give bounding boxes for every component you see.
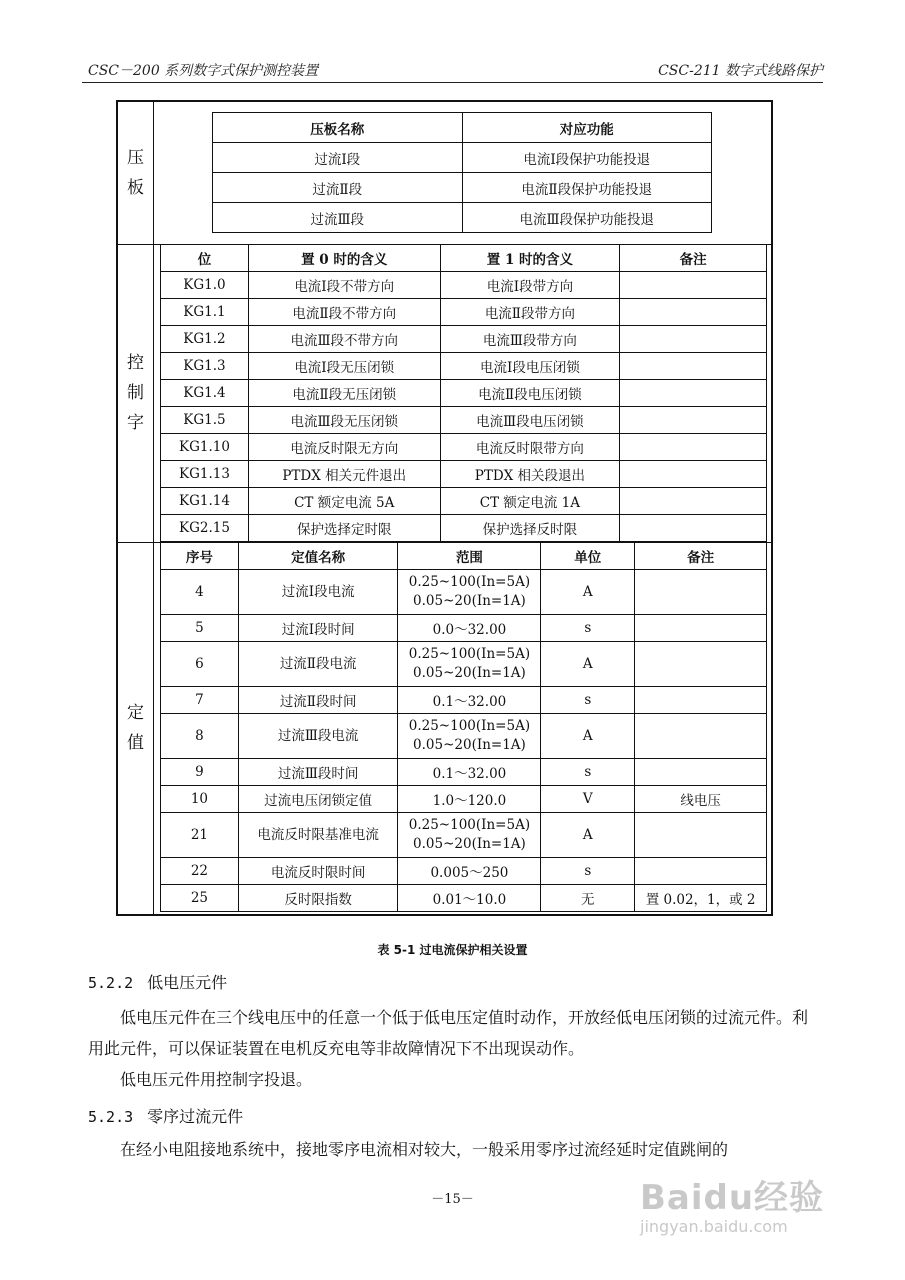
table-cell: 过流电压闭锁定值 — [238, 786, 398, 813]
table-cell: 电流Ⅱ段无压闭锁 — [248, 380, 440, 407]
section-label-dingzhi — [118, 542, 154, 914]
table-row — [161, 858, 767, 885]
table-cell — [620, 299, 767, 326]
table-cell: 电流Ⅰ段带方向 — [440, 272, 620, 299]
table-cell: 电流Ⅱ段带方向 — [440, 299, 620, 326]
table-cell: 电流Ⅰ段保护功能投退 — [462, 143, 712, 173]
section-char: 字 — [127, 413, 144, 433]
table-cell: V — [541, 786, 635, 813]
table-header: 范围 — [398, 543, 541, 570]
table-cell: KG1.4 — [161, 380, 249, 407]
table-cell: PTDX 相关段退出 — [440, 461, 620, 488]
table-cell: 过流Ⅰ段电流 — [238, 570, 398, 615]
section-char: 制 — [127, 383, 144, 403]
control-word-table — [160, 244, 767, 542]
table-cell: KG1.13 — [161, 461, 249, 488]
table-header: 置 0 时的含义 — [248, 245, 440, 272]
table-header: 位 — [161, 245, 249, 272]
table-cell: 过流Ⅱ段时间 — [238, 687, 398, 714]
table-cell — [635, 759, 767, 786]
table-cell: KG1.5 — [161, 407, 249, 434]
table-header: 置 1 时的含义 — [440, 245, 620, 272]
table-cell: 0.1～32.00 — [398, 687, 541, 714]
range-cell — [398, 642, 541, 687]
table-cell: 过流Ⅰ段时间 — [238, 615, 398, 642]
table-row — [161, 407, 767, 434]
table-header: 备注 — [635, 543, 767, 570]
table-cell: KG1.10 — [161, 434, 249, 461]
table-cell: KG1.14 — [161, 488, 249, 515]
range-line: 0.25~100(In=5A) — [408, 646, 531, 662]
table-cell: 电流反时限时间 — [238, 858, 398, 885]
table-cell: 电流Ⅱ段电压闭锁 — [440, 380, 620, 407]
table-header: 压板名称 — [213, 113, 463, 143]
range-line: 0.05~20(In=1A) — [413, 593, 526, 609]
table-row — [161, 885, 767, 912]
setting-value-table — [160, 542, 767, 912]
table-header: 对应功能 — [462, 113, 712, 143]
table-cell — [635, 858, 767, 885]
table-cell: 保护选择反时限 — [440, 515, 620, 542]
table-row — [161, 687, 767, 714]
table-row — [161, 434, 767, 461]
table-cell — [620, 326, 767, 353]
table-cell: s — [541, 759, 635, 786]
section-number: 5.2.3 — [88, 1108, 134, 1126]
range-line: 0.05~20(In=1A) — [413, 737, 526, 753]
table-header: 备注 — [620, 245, 767, 272]
section-char: 压 — [127, 148, 144, 168]
table-header: 定值名称 — [238, 543, 398, 570]
table-cell: 电流Ⅲ段无压闭锁 — [248, 407, 440, 434]
table-cell: CT 额定电流 1A — [440, 488, 620, 515]
table-cell: 0.0～32.00 — [398, 615, 541, 642]
table-cell — [635, 642, 767, 687]
table-cell — [635, 813, 767, 858]
range-line: 0.25~100(In=5A) — [408, 718, 531, 734]
table-row — [161, 615, 767, 642]
table-cell: 过流Ⅲ段 — [213, 203, 463, 233]
table-row — [161, 299, 767, 326]
paragraph: 在经小电阻接地系统中，接地零序电流相对较大，一般采用零序过流经延时定值跳闸的 — [120, 1140, 729, 1159]
header-left: CSC－200 系列数字式保护测控装置 — [88, 63, 319, 79]
section-char: 控 — [127, 353, 144, 373]
table-cell — [635, 570, 767, 615]
table-cell: 过流Ⅰ段 — [213, 143, 463, 173]
table-cell: 电流Ⅲ段保护功能投退 — [462, 203, 712, 233]
table-cell: CT 额定电流 5A — [248, 488, 440, 515]
table-cell: 过流Ⅲ段电流 — [238, 714, 398, 759]
table-cell — [620, 461, 767, 488]
table-row — [161, 759, 767, 786]
paragraph: 低电压元件在三个线电压中的任意一个低于低电压定值时动作，开放经低电压闭锁的过流元件。利用此元件，可以保证装置在电机反充电等非故障情况下不出现误动作。 — [88, 1008, 809, 1058]
table-row — [213, 143, 712, 173]
table-cell: 线电压 — [635, 786, 767, 813]
table-cell: 电流Ⅲ段带方向 — [440, 326, 620, 353]
table-row — [213, 173, 712, 203]
section-title: 低电压元件 — [147, 973, 228, 992]
section-number: 5.2.2 — [88, 974, 134, 992]
section-char: 值 — [127, 733, 144, 753]
section-char: 板 — [127, 178, 144, 198]
table-cell: 22 — [161, 858, 239, 885]
table-cell: 电流Ⅰ段电压闭锁 — [440, 353, 620, 380]
watermark-logo: Baidu经验 — [640, 1178, 825, 1218]
header-divider — [82, 82, 823, 83]
table-row — [161, 326, 767, 353]
table-cell: 9 — [161, 759, 239, 786]
table-cell: s — [541, 858, 635, 885]
page-number: －15－ — [431, 1192, 474, 1207]
table-cell: 过流Ⅲ段时间 — [238, 759, 398, 786]
table-caption: 表 5-1 过电流保护相关设置 — [377, 943, 528, 957]
table-cell — [620, 380, 767, 407]
table-cell: A — [541, 642, 635, 687]
table-cell: 7 — [161, 687, 239, 714]
table-cell: 25 — [161, 885, 239, 912]
table-row — [161, 380, 767, 407]
range-cell — [398, 570, 541, 615]
table-cell — [620, 407, 767, 434]
header-right: CSC-211 数字式线路保护 — [658, 63, 823, 79]
table-row — [161, 488, 767, 515]
table-cell: 1.0～120.0 — [398, 786, 541, 813]
table-cell: KG1.2 — [161, 326, 249, 353]
table-cell — [635, 687, 767, 714]
table-cell: KG1.1 — [161, 299, 249, 326]
table-cell: 10 — [161, 786, 239, 813]
table-cell: 反时限指数 — [238, 885, 398, 912]
table-cell: KG1.3 — [161, 353, 249, 380]
table-row — [161, 642, 767, 687]
section-label-kongzhizi — [118, 244, 154, 542]
table-header: 序号 — [161, 543, 239, 570]
table-cell: KG2.15 — [161, 515, 249, 542]
table-row — [161, 570, 767, 615]
table-cell: 电流Ⅰ段不带方向 — [248, 272, 440, 299]
table-cell: PTDX 相关元件退出 — [248, 461, 440, 488]
table-cell: 电流Ⅲ段不带方向 — [248, 326, 440, 353]
table-row — [161, 786, 767, 813]
table-cell — [620, 272, 767, 299]
table-cell: 0.005～250 — [398, 858, 541, 885]
range-cell — [398, 714, 541, 759]
table-cell: 6 — [161, 642, 239, 687]
table-cell: A — [541, 714, 635, 759]
table-cell: 保护选择定时限 — [248, 515, 440, 542]
table-row — [161, 353, 767, 380]
table-row — [161, 813, 767, 858]
table-cell: KG1.0 — [161, 272, 249, 299]
table-cell — [635, 714, 767, 759]
table-cell: 无 — [541, 885, 635, 912]
paragraph: 低电压元件用控制字投退。 — [120, 1070, 313, 1089]
table-cell: s — [541, 687, 635, 714]
table-cell — [620, 515, 767, 542]
table-cell: A — [541, 813, 635, 858]
section-label-yaban — [118, 102, 154, 244]
range-line: 0.05~20(In=1A) — [413, 665, 526, 681]
table-row — [161, 714, 767, 759]
table-cell — [635, 615, 767, 642]
table-cell: 5 — [161, 615, 239, 642]
settings-frame — [116, 100, 773, 916]
baidu-watermark — [640, 1170, 824, 1236]
table-cell: 21 — [161, 813, 239, 858]
range-line: 0.05~20(In=1A) — [413, 836, 526, 852]
watermark-url: jingyan.baidu.com — [640, 1217, 788, 1236]
table-cell: 0.01～10.0 — [398, 885, 541, 912]
section-title: 零序过流元件 — [147, 1107, 244, 1126]
range-cell — [398, 813, 541, 858]
section-heading-5-2-3 — [88, 1104, 243, 1127]
table-row — [161, 515, 767, 542]
range-line: 0.25~100(In=5A) — [408, 574, 531, 590]
table-cell: 电流反时限无方向 — [248, 434, 440, 461]
table-row — [213, 203, 712, 233]
table-cell: 0.1～32.00 — [398, 759, 541, 786]
table-cell: s — [541, 615, 635, 642]
table-cell: 电流反时限基准电流 — [238, 813, 398, 858]
table-cell — [620, 353, 767, 380]
yaban-table — [212, 112, 712, 233]
table-cell: 电流Ⅲ段电压闭锁 — [440, 407, 620, 434]
table-cell — [620, 488, 767, 515]
table-cell: 过流Ⅱ段电流 — [238, 642, 398, 687]
table-cell: 置 0.02，1，或 2 — [635, 885, 767, 912]
table-header: 单位 — [541, 543, 635, 570]
table-cell: 过流Ⅱ段 — [213, 173, 463, 203]
table-row — [161, 461, 767, 488]
table-cell: 电流Ⅱ段保护功能投退 — [462, 173, 712, 203]
table-cell: 电流Ⅰ段无压闭锁 — [248, 353, 440, 380]
section-heading-5-2-2 — [88, 970, 227, 993]
table-cell: A — [541, 570, 635, 615]
table-row — [161, 272, 767, 299]
section-char: 定 — [127, 703, 144, 723]
range-line: 0.25~100(In=5A) — [408, 817, 531, 833]
table-cell: 4 — [161, 570, 239, 615]
table-cell — [620, 434, 767, 461]
table-cell: 8 — [161, 714, 239, 759]
table-cell: 电流反时限带方向 — [440, 434, 620, 461]
table-cell: 电流Ⅱ段不带方向 — [248, 299, 440, 326]
